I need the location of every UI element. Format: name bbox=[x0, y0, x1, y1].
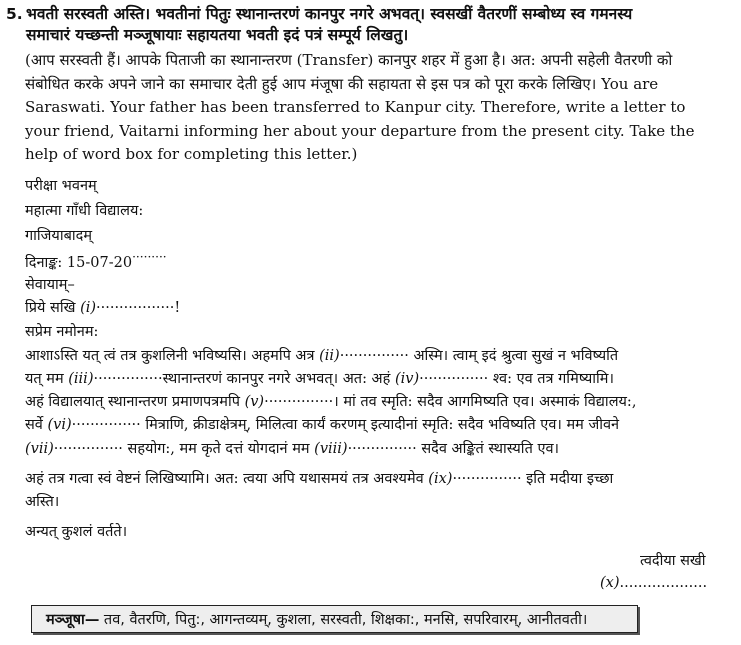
greeting-line: प्रिये सखि (i)·················! bbox=[25, 300, 181, 316]
blank-vii: ··············· bbox=[53, 441, 123, 457]
address-line-3: गाजियाबादम् bbox=[25, 228, 93, 244]
date-blank: ········· bbox=[132, 250, 167, 264]
blank-viii: ··············· bbox=[347, 441, 417, 457]
date-line bbox=[25, 250, 167, 272]
instruction-line: (आप सरस्वती हैं। आपके पिताजी का स्थानान्तरण (Transfer) कानपुर शहर में हुआ है। अत: अपनी सहेली वैतरणी को bbox=[25, 51, 673, 69]
salutation-to: सेवायाम्– bbox=[25, 277, 75, 293]
blank-iv: ··············· bbox=[419, 371, 489, 387]
instruction-line: help of word box for completing this letter.) bbox=[25, 145, 358, 163]
blank-i: ·················! bbox=[96, 300, 181, 316]
question-line-1: 5. भवती सरस्वती अस्ति। भवतीनां पितुः स्थानान्तरणं कानपुर नगरे अभवत्। स्वसखीं वैतरणीं सम्बोध्य स्व गमनस्य bbox=[6, 5, 633, 23]
body-line: (vii)··············· सहयोग:, मम कृते दत्तं योगदानं मम (viii)··············· सदैव अङ्कितं स्थास्यति एव। bbox=[25, 441, 560, 457]
blank-ii: ··············· bbox=[339, 348, 409, 364]
date-label: दिनाङ्क: 15-07-20 bbox=[25, 254, 133, 271]
blank-iv-label: (iv) bbox=[394, 371, 420, 387]
word-box-words: तव, वैतरणि, पितु:, आगन्तव्यम्, कुशला, सरस्वती, शिक्षका:, मनसि, सपरिवारम्, आनीतवती। bbox=[99, 612, 588, 628]
blank-v: ··············· bbox=[264, 394, 334, 410]
instructions bbox=[25, 49, 737, 167]
question-number: 5. bbox=[6, 5, 23, 23]
blank-iii: ··············· bbox=[93, 371, 163, 387]
blank-v-label: (v) bbox=[244, 394, 265, 410]
blank-viii-label: (viii) bbox=[314, 441, 348, 457]
body-line: आशाऽस्ति यत् त्वं तत्र कुशलिनी भविष्यसि। अहमपि अत्र (ii)··············· अस्मि। त्वाम् इदं श्रुत्वा सुखं न भविष्यति bbox=[25, 348, 619, 364]
address-line-2: महात्मा गाँधी विद्यालय: bbox=[25, 203, 144, 219]
blank-ix: ··············· bbox=[452, 471, 522, 487]
body-line: सर्वे (vi)··············· मित्राणि, क्रीडाक्षेत्रम्, मिलित्वा कार्यं करणम् इत्यादीनां स्मृति: सदैव भविष्यति एव। मम जीवने bbox=[25, 417, 620, 433]
instruction-line: संबोधित करके अपने जाने का समाचार देती हुई आप मंजूषा की सहायता से इस पत्र को पूरा करके लिखिए। You are bbox=[25, 74, 659, 93]
sign-off: त्वदीया सखी bbox=[640, 553, 706, 569]
address-line-1: परीक्षा भवनम् bbox=[25, 178, 97, 194]
blank-vi-label: (vi) bbox=[47, 417, 72, 433]
body-line: यत् मम (iii)···············स्थानान्तरणं कानपुर नगरे अभवत्। अत: अहं (iv)··············· श्व: एव तत्र गमिष्यामि। bbox=[25, 371, 614, 387]
blank-x: ................... bbox=[619, 575, 708, 591]
blank-vii-label: (vii) bbox=[25, 441, 54, 457]
body-line: अस्ति। bbox=[25, 494, 60, 510]
blank-vi: ··············· bbox=[71, 417, 141, 433]
body-line: अहं विद्यालयात् स्थानान्तरण प्रमाणपत्रमपि (v)···············। मां तव स्मृति: सदैव आगमिष्यति एव। अस्माकं विद्यालय:, bbox=[25, 394, 637, 410]
word-box-label: मञ्जूषा— bbox=[46, 612, 100, 628]
blank-ii-label: (ii) bbox=[319, 348, 340, 364]
blank-ix-label: (ix) bbox=[428, 471, 453, 487]
question-line-2: समाचारं यच्छन्ती मञ्जूषायाः सहायतया भवती इदं पत्रं सम्पूर्य लिखतु। bbox=[26, 26, 409, 44]
word-box bbox=[31, 605, 638, 633]
body-line: अहं तत्र गत्वा स्वं वेष्टनं लिखिष्यामि। अत: त्वया अपि यथासमयं तत्र अवश्यमेव (ix)··············· इति मदीया इच्छा bbox=[25, 471, 614, 487]
question-heading bbox=[6, 4, 734, 46]
blank-iii-label: (iii) bbox=[68, 371, 94, 387]
instruction-line: Saraswati. Your father has been transferred to Kanpur city. Therefore, write a letter to bbox=[25, 98, 686, 116]
blank-x-label: (x) bbox=[600, 575, 620, 591]
greeting-line-2: सप्रेम नमोनम: bbox=[25, 324, 99, 340]
instruction-line: your friend, Vaitarni informing her about your departure from the present city. Take the bbox=[25, 121, 695, 140]
closing-line: अन्यत् कुशलं वर्तते। bbox=[25, 524, 128, 540]
signature-line bbox=[600, 575, 707, 591]
blank-i-label: (i) bbox=[80, 300, 97, 316]
